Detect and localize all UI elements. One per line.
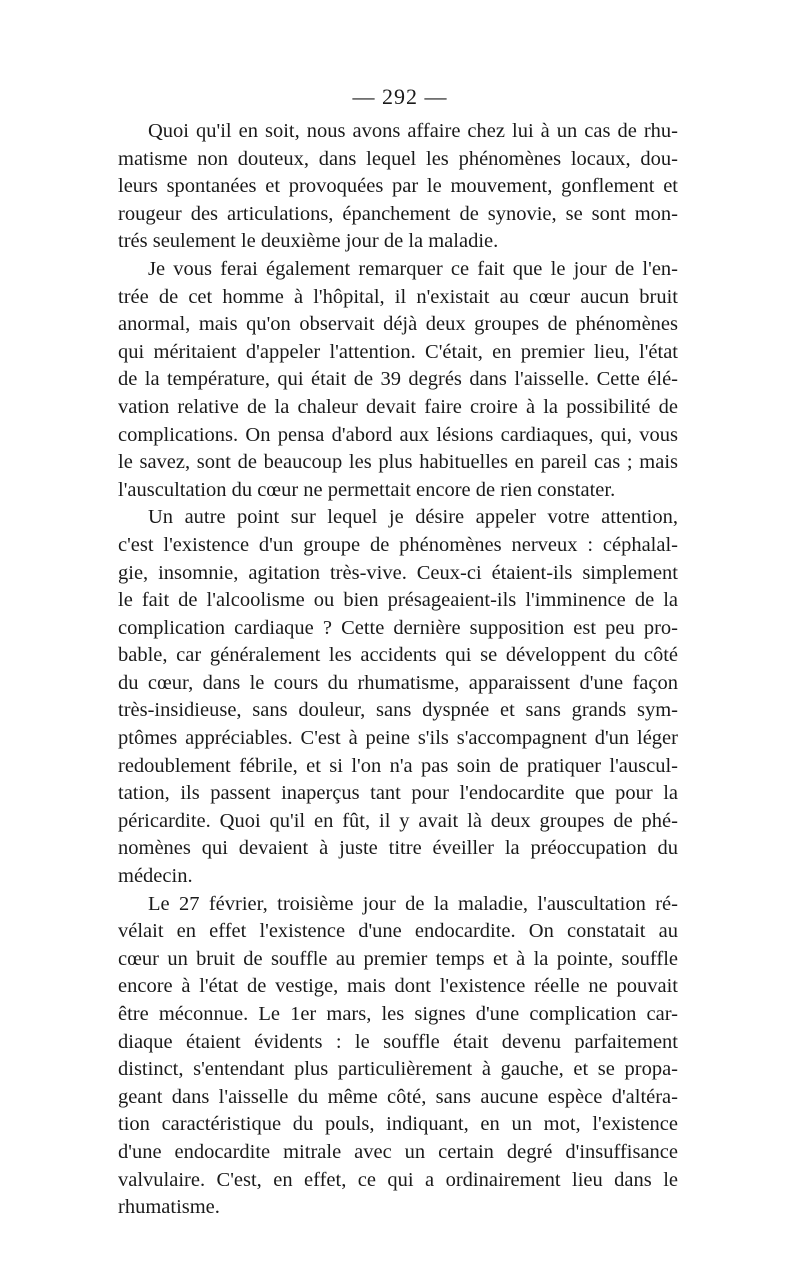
text-line: complication cardiaque ? Cette dernière supposition est peu pro-: [118, 616, 678, 639]
text-line: Quoi qu'il en soit, nous avons affaire chez lui à un cas de rhu-: [148, 120, 678, 142]
text-line: anormal, mais qu'on observait déjà deux groupes de phénomènes: [118, 313, 678, 336]
text-line: vation relative de la chaleur devait faire croire à la possibilité de: [118, 395, 678, 418]
text-line: trée de cet homme à l'hôpital, il n'existait au cœur aucun bruit: [118, 285, 678, 308]
text-line: Je vous ferai également remarquer ce fait que le jour de l'en-: [148, 257, 678, 280]
text-line: médecin.: [118, 865, 193, 888]
text-line: l'auscultation du cœur ne permettait encore de rien constater.: [118, 478, 616, 501]
text-line: Le 27 février, troisième jour de la maladie, l'auscultation ré-: [148, 892, 678, 915]
text-line: très-insidieuse, sans douleur, sans dyspnée et sans grands sym-: [118, 699, 678, 722]
text-line: rougeur des articulations, épanchement de synovie, se sont mon-: [118, 202, 678, 225]
text-line: geant dans l'aisselle du même côté, sans aucune espèce d'altéra-: [118, 1085, 678, 1108]
text-line: péricardite. Quoi qu'il en fût, il y avait là deux groupes de phé-: [118, 809, 678, 832]
text-line: du cœur, dans le cours du rhumatisme, apparaissent d'une façon: [118, 671, 678, 694]
text-line: gie, insomnie, agitation très-vive. Ceux-ci étaient-ils simplement: [118, 561, 678, 584]
text-line: être méconnue. Le 1er mars, les signes d'une complication car-: [118, 1003, 678, 1025]
text-line: qui méritaient d'appeler l'attention. C'était, en premier lieu, l'état: [118, 340, 678, 363]
text-line: matisme non douteux, dans lequel les phénomènes locaux, dou-: [118, 147, 678, 170]
paragraph: [118, 118, 678, 256]
text-line: bable, car généralement les accidents qui se développent du côté: [118, 644, 678, 667]
text-line: nomènes qui devaient à juste titre éveiller la préoccupation du: [118, 837, 678, 860]
text-line: Un autre point sur lequel je désire appeler votre attention,: [148, 506, 678, 529]
text-line: vélait en effet l'existence d'une endocardite. On constatait au: [118, 920, 678, 943]
text-line: c'est l'existence d'un groupe de phénomènes nerveux : céphalal-: [118, 533, 678, 556]
text-line: diaque étaient évidents : le souffle était devenu parfaitement: [118, 1030, 678, 1053]
text-line: le fait de l'alcoolisme ou bien présageaient-ils l'imminence de la: [118, 589, 678, 612]
text-line: cœur un bruit de souffle au premier temps et à la pointe, souffle: [118, 947, 678, 970]
text-line: d'une endocardite mitrale avec un certain degré d'insuffisance: [118, 1140, 678, 1163]
text-line: valvulaire. C'est, en effet, ce qui a ordinairement lieu dans le: [118, 1168, 678, 1191]
page-number: — 292 —: [352, 84, 448, 109]
text-line: tation, ils passent inaperçus tant pour l'endocardite que pour la: [118, 782, 678, 805]
paragraph: [118, 891, 678, 1222]
text-line: rhumatisme.: [118, 1196, 220, 1219]
body-text: [118, 118, 678, 1222]
text-line: de la température, qui était de 39 degrés dans l'aisselle. Cette élé-: [118, 368, 678, 391]
text-line: tion caractéristique du pouls, indiquant, en un mot, l'existence: [118, 1113, 678, 1136]
text-line: le savez, sont de beaucoup les plus habituelles en pareil cas ; mais: [118, 451, 678, 474]
text-line: leurs spontanées et provoquées par le mouvement, gonflement et: [118, 175, 678, 198]
text-line: encore à l'état de vestige, mais dont l'existence réelle ne pouvait: [118, 975, 678, 998]
text-line: distinct, s'entendant plus particulièrement à gauche, et se propa-: [118, 1058, 678, 1081]
text-line: ptômes appréciables. C'est à peine s'ils s'accompagnent d'un léger: [118, 727, 678, 750]
paragraph: [118, 256, 678, 504]
text-line: trés seulement le deuxième jour de la maladie.: [118, 230, 499, 253]
paragraph: [118, 504, 678, 890]
text-line: redoublement fébrile, et si l'on n'a pas soin de pratiquer l'auscul-: [118, 754, 678, 777]
text-line: complications. On pensa d'abord aux lésions cardiaques, qui, vous: [118, 423, 678, 446]
